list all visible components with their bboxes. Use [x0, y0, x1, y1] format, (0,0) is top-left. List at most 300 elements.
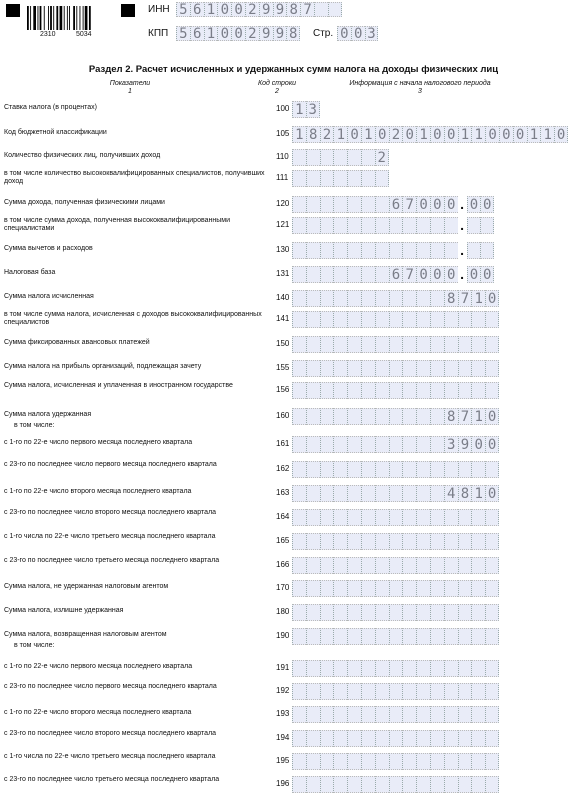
digit-cell[interactable]: 5: [176, 2, 190, 17]
digit-cell[interactable]: [375, 196, 389, 213]
digit-cell[interactable]: [333, 196, 347, 213]
row-value-field[interactable]: [292, 242, 494, 259]
digit-cell[interactable]: [333, 311, 347, 328]
digit-cell[interactable]: [444, 242, 458, 259]
row-value-field[interactable]: [292, 557, 499, 574]
digit-cell[interactable]: [361, 149, 375, 166]
digit-cell[interactable]: 5: [176, 26, 190, 41]
digit-cell[interactable]: [402, 706, 416, 723]
digit-cell[interactable]: [471, 533, 485, 550]
digit-cell[interactable]: 1: [471, 290, 485, 307]
digit-cell[interactable]: [375, 336, 389, 353]
digit-cell[interactable]: [416, 485, 430, 502]
digit-cell[interactable]: [402, 436, 416, 453]
digit-cell[interactable]: [458, 580, 472, 597]
row-value-field[interactable]: [292, 533, 499, 550]
digit-cell[interactable]: [375, 628, 389, 645]
digit-cell[interactable]: 0: [231, 2, 245, 17]
digit-cell[interactable]: [375, 436, 389, 453]
digit-cell[interactable]: [306, 436, 320, 453]
digit-cell[interactable]: [402, 660, 416, 677]
digit-cell[interactable]: [306, 311, 320, 328]
digit-cell[interactable]: [402, 580, 416, 597]
digit-cell[interactable]: [430, 360, 444, 377]
row-value-field[interactable]: [292, 580, 499, 597]
digit-cell[interactable]: [402, 557, 416, 574]
digit-cell[interactable]: [471, 628, 485, 645]
digit-cell[interactable]: [347, 461, 361, 478]
digit-cell[interactable]: [430, 753, 444, 770]
digit-cell[interactable]: [333, 683, 347, 700]
digit-cell[interactable]: [467, 217, 481, 234]
digit-cell[interactable]: [292, 311, 306, 328]
digit-cell[interactable]: [416, 753, 430, 770]
row-value-field[interactable]: [292, 461, 499, 478]
digit-cell[interactable]: [430, 436, 444, 453]
digit-cell[interactable]: [402, 382, 416, 399]
row-value-field[interactable]: [292, 753, 499, 770]
digit-cell[interactable]: [292, 461, 306, 478]
digit-cell[interactable]: [320, 580, 334, 597]
digit-cell[interactable]: 2: [245, 26, 259, 41]
digit-cell[interactable]: [361, 485, 375, 502]
digit-cell[interactable]: 0: [416, 196, 430, 213]
digit-cell[interactable]: [375, 485, 389, 502]
digit-cell[interactable]: [292, 408, 306, 425]
digit-cell[interactable]: [471, 580, 485, 597]
digit-cell[interactable]: [320, 660, 334, 677]
digit-cell[interactable]: [375, 604, 389, 621]
row-value-field[interactable]: [292, 683, 499, 700]
digit-cell[interactable]: [444, 382, 458, 399]
digit-cell[interactable]: [314, 2, 328, 17]
digit-cell[interactable]: [347, 436, 361, 453]
digit-cell[interactable]: [485, 509, 499, 526]
digit-cell[interactable]: [375, 311, 389, 328]
digit-cell[interactable]: [306, 290, 320, 307]
digit-cell[interactable]: [458, 360, 472, 377]
row-value-field[interactable]: [292, 706, 499, 723]
digit-cell[interactable]: [416, 336, 430, 353]
digit-cell[interactable]: [320, 217, 334, 234]
digit-cell[interactable]: [402, 753, 416, 770]
row-value-field[interactable]: [292, 660, 499, 677]
page-number-field[interactable]: [337, 26, 378, 41]
digit-cell[interactable]: [333, 604, 347, 621]
digit-cell[interactable]: [430, 706, 444, 723]
digit-cell[interactable]: [347, 382, 361, 399]
digit-cell[interactable]: [458, 604, 472, 621]
digit-cell[interactable]: [361, 706, 375, 723]
digit-cell[interactable]: [467, 242, 481, 259]
digit-cell[interactable]: [485, 533, 499, 550]
digit-cell[interactable]: [320, 360, 334, 377]
digit-cell[interactable]: [347, 485, 361, 502]
digit-cell[interactable]: [485, 382, 499, 399]
digit-cell[interactable]: [375, 408, 389, 425]
digit-cell[interactable]: [416, 776, 430, 793]
digit-cell[interactable]: 3: [365, 26, 379, 41]
digit-cell[interactable]: [333, 628, 347, 645]
digit-cell[interactable]: 0: [217, 26, 231, 41]
digit-cell[interactable]: [375, 242, 389, 259]
digit-cell[interactable]: [306, 242, 320, 259]
digit-cell[interactable]: [292, 290, 306, 307]
digit-cell[interactable]: [430, 660, 444, 677]
digit-cell[interactable]: [320, 382, 334, 399]
digit-cell[interactable]: [458, 311, 472, 328]
digit-cell[interactable]: [306, 753, 320, 770]
digit-cell[interactable]: [471, 336, 485, 353]
digit-cell[interactable]: [347, 683, 361, 700]
digit-cell[interactable]: [328, 2, 342, 17]
digit-cell[interactable]: [430, 580, 444, 597]
row-value-field[interactable]: [292, 101, 320, 118]
digit-cell[interactable]: [416, 509, 430, 526]
digit-cell[interactable]: [389, 604, 403, 621]
digit-cell[interactable]: [416, 604, 430, 621]
row-value-field[interactable]: [292, 336, 499, 353]
digit-cell[interactable]: [347, 196, 361, 213]
digit-cell[interactable]: [430, 311, 444, 328]
digit-cell[interactable]: [458, 336, 472, 353]
digit-cell[interactable]: [471, 557, 485, 574]
digit-cell[interactable]: [389, 557, 403, 574]
digit-cell[interactable]: [292, 580, 306, 597]
digit-cell[interactable]: [416, 408, 430, 425]
digit-cell[interactable]: [347, 753, 361, 770]
digit-cell[interactable]: [389, 706, 403, 723]
digit-cell[interactable]: 1: [361, 126, 375, 143]
digit-cell[interactable]: [389, 509, 403, 526]
digit-cell[interactable]: [361, 580, 375, 597]
digit-cell[interactable]: 2: [389, 126, 403, 143]
digit-cell[interactable]: [306, 408, 320, 425]
digit-cell[interactable]: [389, 436, 403, 453]
digit-cell[interactable]: [389, 290, 403, 307]
digit-cell[interactable]: [347, 217, 361, 234]
digit-cell[interactable]: [361, 533, 375, 550]
digit-cell[interactable]: [444, 557, 458, 574]
digit-cell[interactable]: [430, 509, 444, 526]
digit-cell[interactable]: 0: [485, 436, 499, 453]
digit-cell[interactable]: [416, 628, 430, 645]
digit-cell[interactable]: 1: [471, 408, 485, 425]
digit-cell[interactable]: 0: [485, 126, 499, 143]
digit-cell[interactable]: [306, 533, 320, 550]
digit-cell[interactable]: [320, 149, 334, 166]
digit-cell[interactable]: [306, 580, 320, 597]
digit-cell[interactable]: [320, 683, 334, 700]
row-value-field[interactable]: [292, 360, 499, 377]
digit-cell[interactable]: [375, 266, 389, 283]
digit-cell[interactable]: [485, 336, 499, 353]
digit-cell[interactable]: [320, 509, 334, 526]
digit-cell[interactable]: 9: [273, 26, 287, 41]
digit-cell[interactable]: [292, 170, 306, 187]
digit-cell[interactable]: [471, 776, 485, 793]
digit-cell[interactable]: [347, 628, 361, 645]
digit-cell[interactable]: [471, 730, 485, 747]
digit-cell[interactable]: [458, 461, 472, 478]
digit-cell[interactable]: [333, 217, 347, 234]
digit-cell[interactable]: [347, 170, 361, 187]
digit-cell[interactable]: [333, 290, 347, 307]
digit-cell[interactable]: [444, 730, 458, 747]
digit-cell[interactable]: 0: [430, 126, 444, 143]
digit-cell[interactable]: [375, 509, 389, 526]
digit-cell[interactable]: [361, 628, 375, 645]
digit-cell[interactable]: [292, 360, 306, 377]
digit-cell[interactable]: 0: [480, 266, 494, 283]
digit-cell[interactable]: 6: [389, 196, 403, 213]
digit-cell[interactable]: [292, 776, 306, 793]
digit-cell[interactable]: [389, 408, 403, 425]
digit-cell[interactable]: [292, 683, 306, 700]
digit-cell[interactable]: [306, 604, 320, 621]
digit-cell[interactable]: [361, 509, 375, 526]
digit-cell[interactable]: [333, 753, 347, 770]
digit-cell[interactable]: [389, 683, 403, 700]
digit-cell[interactable]: [306, 336, 320, 353]
digit-cell[interactable]: [485, 311, 499, 328]
digit-cell[interactable]: 0: [485, 290, 499, 307]
digit-cell[interactable]: [389, 753, 403, 770]
digit-cell[interactable]: 1: [292, 126, 306, 143]
digit-cell[interactable]: 7: [402, 196, 416, 213]
digit-cell[interactable]: [375, 580, 389, 597]
digit-cell[interactable]: [375, 217, 389, 234]
digit-cell[interactable]: [402, 485, 416, 502]
digit-cell[interactable]: [458, 509, 472, 526]
digit-cell[interactable]: [458, 660, 472, 677]
digit-cell[interactable]: 1: [458, 126, 472, 143]
digit-cell[interactable]: [306, 706, 320, 723]
digit-cell[interactable]: [416, 436, 430, 453]
digit-cell[interactable]: [347, 706, 361, 723]
digit-cell[interactable]: [347, 533, 361, 550]
digit-cell[interactable]: [471, 753, 485, 770]
digit-cell[interactable]: [333, 461, 347, 478]
row-value-field[interactable]: [292, 730, 499, 747]
digit-cell[interactable]: [361, 753, 375, 770]
digit-cell[interactable]: 0: [485, 408, 499, 425]
digit-cell[interactable]: [292, 266, 306, 283]
digit-cell[interactable]: [444, 753, 458, 770]
digit-cell[interactable]: [389, 217, 403, 234]
digit-cell[interactable]: [347, 311, 361, 328]
digit-cell[interactable]: [333, 336, 347, 353]
digit-cell[interactable]: [485, 776, 499, 793]
digit-cell[interactable]: [375, 753, 389, 770]
digit-cell[interactable]: 0: [499, 126, 513, 143]
digit-cell[interactable]: [402, 776, 416, 793]
digit-cell[interactable]: [416, 660, 430, 677]
digit-cell[interactable]: [292, 660, 306, 677]
digit-cell[interactable]: [389, 360, 403, 377]
digit-cell[interactable]: [375, 557, 389, 574]
digit-cell[interactable]: [485, 753, 499, 770]
digit-cell[interactable]: 1: [471, 126, 485, 143]
digit-cell[interactable]: [416, 683, 430, 700]
digit-cell[interactable]: [347, 604, 361, 621]
row-value-field[interactable]: [292, 170, 389, 187]
digit-cell[interactable]: [320, 461, 334, 478]
digit-cell[interactable]: [361, 660, 375, 677]
digit-cell[interactable]: [389, 628, 403, 645]
digit-cell[interactable]: [333, 149, 347, 166]
digit-cell[interactable]: [375, 776, 389, 793]
digit-cell[interactable]: [458, 776, 472, 793]
digit-cell[interactable]: 0: [347, 126, 361, 143]
digit-cell[interactable]: [306, 461, 320, 478]
digit-cell[interactable]: [485, 557, 499, 574]
digit-cell[interactable]: [320, 266, 334, 283]
digit-cell[interactable]: [402, 461, 416, 478]
digit-cell[interactable]: [444, 533, 458, 550]
digit-cell[interactable]: [485, 580, 499, 597]
digit-cell[interactable]: 1: [204, 2, 218, 17]
digit-cell[interactable]: 0: [467, 196, 481, 213]
digit-cell[interactable]: [292, 217, 306, 234]
digit-cell[interactable]: [361, 196, 375, 213]
digit-cell[interactable]: [361, 557, 375, 574]
digit-cell[interactable]: [416, 580, 430, 597]
digit-cell[interactable]: [416, 730, 430, 747]
digit-cell[interactable]: [361, 266, 375, 283]
row-value-field[interactable]: [292, 290, 499, 307]
digit-cell[interactable]: 7: [458, 408, 472, 425]
row-value-field[interactable]: [292, 436, 499, 453]
digit-cell[interactable]: [361, 730, 375, 747]
digit-cell[interactable]: [416, 242, 430, 259]
digit-cell[interactable]: 0: [480, 196, 494, 213]
digit-cell[interactable]: 0: [430, 266, 444, 283]
digit-cell[interactable]: [389, 580, 403, 597]
digit-cell[interactable]: [306, 266, 320, 283]
digit-cell[interactable]: 0: [467, 266, 481, 283]
digit-cell[interactable]: [292, 706, 306, 723]
digit-cell[interactable]: 8: [458, 485, 472, 502]
digit-cell[interactable]: [485, 461, 499, 478]
digit-cell[interactable]: [361, 436, 375, 453]
digit-cell[interactable]: [375, 461, 389, 478]
digit-cell[interactable]: [333, 580, 347, 597]
digit-cell[interactable]: [471, 461, 485, 478]
digit-cell[interactable]: [416, 217, 430, 234]
digit-cell[interactable]: [361, 242, 375, 259]
digit-cell[interactable]: [292, 196, 306, 213]
digit-cell[interactable]: [347, 557, 361, 574]
digit-cell[interactable]: [347, 266, 361, 283]
digit-cell[interactable]: 8: [306, 126, 320, 143]
digit-cell[interactable]: [333, 170, 347, 187]
digit-cell[interactable]: [361, 290, 375, 307]
digit-cell[interactable]: [430, 604, 444, 621]
digit-cell[interactable]: [333, 706, 347, 723]
digit-cell[interactable]: [333, 360, 347, 377]
digit-cell[interactable]: [430, 628, 444, 645]
digit-cell[interactable]: 2: [245, 2, 259, 17]
digit-cell[interactable]: 0: [351, 26, 365, 41]
row-value-field[interactable]: [292, 628, 499, 645]
digit-cell[interactable]: [430, 382, 444, 399]
digit-cell[interactable]: 0: [471, 436, 485, 453]
digit-cell[interactable]: [347, 360, 361, 377]
digit-cell[interactable]: [306, 196, 320, 213]
digit-cell[interactable]: [333, 776, 347, 793]
digit-cell[interactable]: [292, 557, 306, 574]
digit-cell[interactable]: [444, 360, 458, 377]
digit-cell[interactable]: [416, 557, 430, 574]
digit-cell[interactable]: [416, 706, 430, 723]
digit-cell[interactable]: [306, 557, 320, 574]
digit-cell[interactable]: [430, 217, 444, 234]
digit-cell[interactable]: 6: [389, 266, 403, 283]
digit-cell[interactable]: [485, 730, 499, 747]
digit-cell[interactable]: [458, 533, 472, 550]
digit-cell[interactable]: [402, 604, 416, 621]
digit-cell[interactable]: [361, 217, 375, 234]
digit-cell[interactable]: [292, 628, 306, 645]
digit-cell[interactable]: [347, 660, 361, 677]
digit-cell[interactable]: [389, 533, 403, 550]
row-value-field[interactable]: [292, 126, 568, 143]
digit-cell[interactable]: [444, 660, 458, 677]
digit-cell[interactable]: [375, 533, 389, 550]
digit-cell[interactable]: [292, 533, 306, 550]
digit-cell[interactable]: [306, 628, 320, 645]
digit-cell[interactable]: 6: [190, 2, 204, 17]
digit-cell[interactable]: 8: [286, 26, 300, 41]
digit-cell[interactable]: [402, 730, 416, 747]
digit-cell[interactable]: 1: [333, 126, 347, 143]
digit-cell[interactable]: [375, 290, 389, 307]
digit-cell[interactable]: [306, 360, 320, 377]
digit-cell[interactable]: [471, 683, 485, 700]
digit-cell[interactable]: [375, 683, 389, 700]
digit-cell[interactable]: [416, 311, 430, 328]
digit-cell[interactable]: 8: [444, 408, 458, 425]
digit-cell[interactable]: [389, 382, 403, 399]
row-value-field[interactable]: [292, 266, 494, 283]
digit-cell[interactable]: [444, 580, 458, 597]
row-value-field[interactable]: [292, 196, 494, 213]
digit-cell[interactable]: 7: [458, 290, 472, 307]
digit-cell[interactable]: [333, 242, 347, 259]
digit-cell[interactable]: [485, 660, 499, 677]
digit-cell[interactable]: [471, 509, 485, 526]
digit-cell[interactable]: [320, 311, 334, 328]
digit-cell[interactable]: [402, 628, 416, 645]
digit-cell[interactable]: [361, 170, 375, 187]
digit-cell[interactable]: [458, 683, 472, 700]
digit-cell[interactable]: [320, 628, 334, 645]
digit-cell[interactable]: [292, 485, 306, 502]
row-value-field[interactable]: [292, 149, 389, 166]
digit-cell[interactable]: [306, 382, 320, 399]
digit-cell[interactable]: [471, 660, 485, 677]
digit-cell[interactable]: [444, 628, 458, 645]
digit-cell[interactable]: [320, 753, 334, 770]
digit-cell[interactable]: 0: [231, 26, 245, 41]
digit-cell[interactable]: 7: [402, 266, 416, 283]
digit-cell[interactable]: [458, 382, 472, 399]
digit-cell[interactable]: [375, 170, 389, 187]
digit-cell[interactable]: [402, 509, 416, 526]
digit-cell[interactable]: [430, 683, 444, 700]
row-value-field[interactable]: [292, 604, 499, 621]
